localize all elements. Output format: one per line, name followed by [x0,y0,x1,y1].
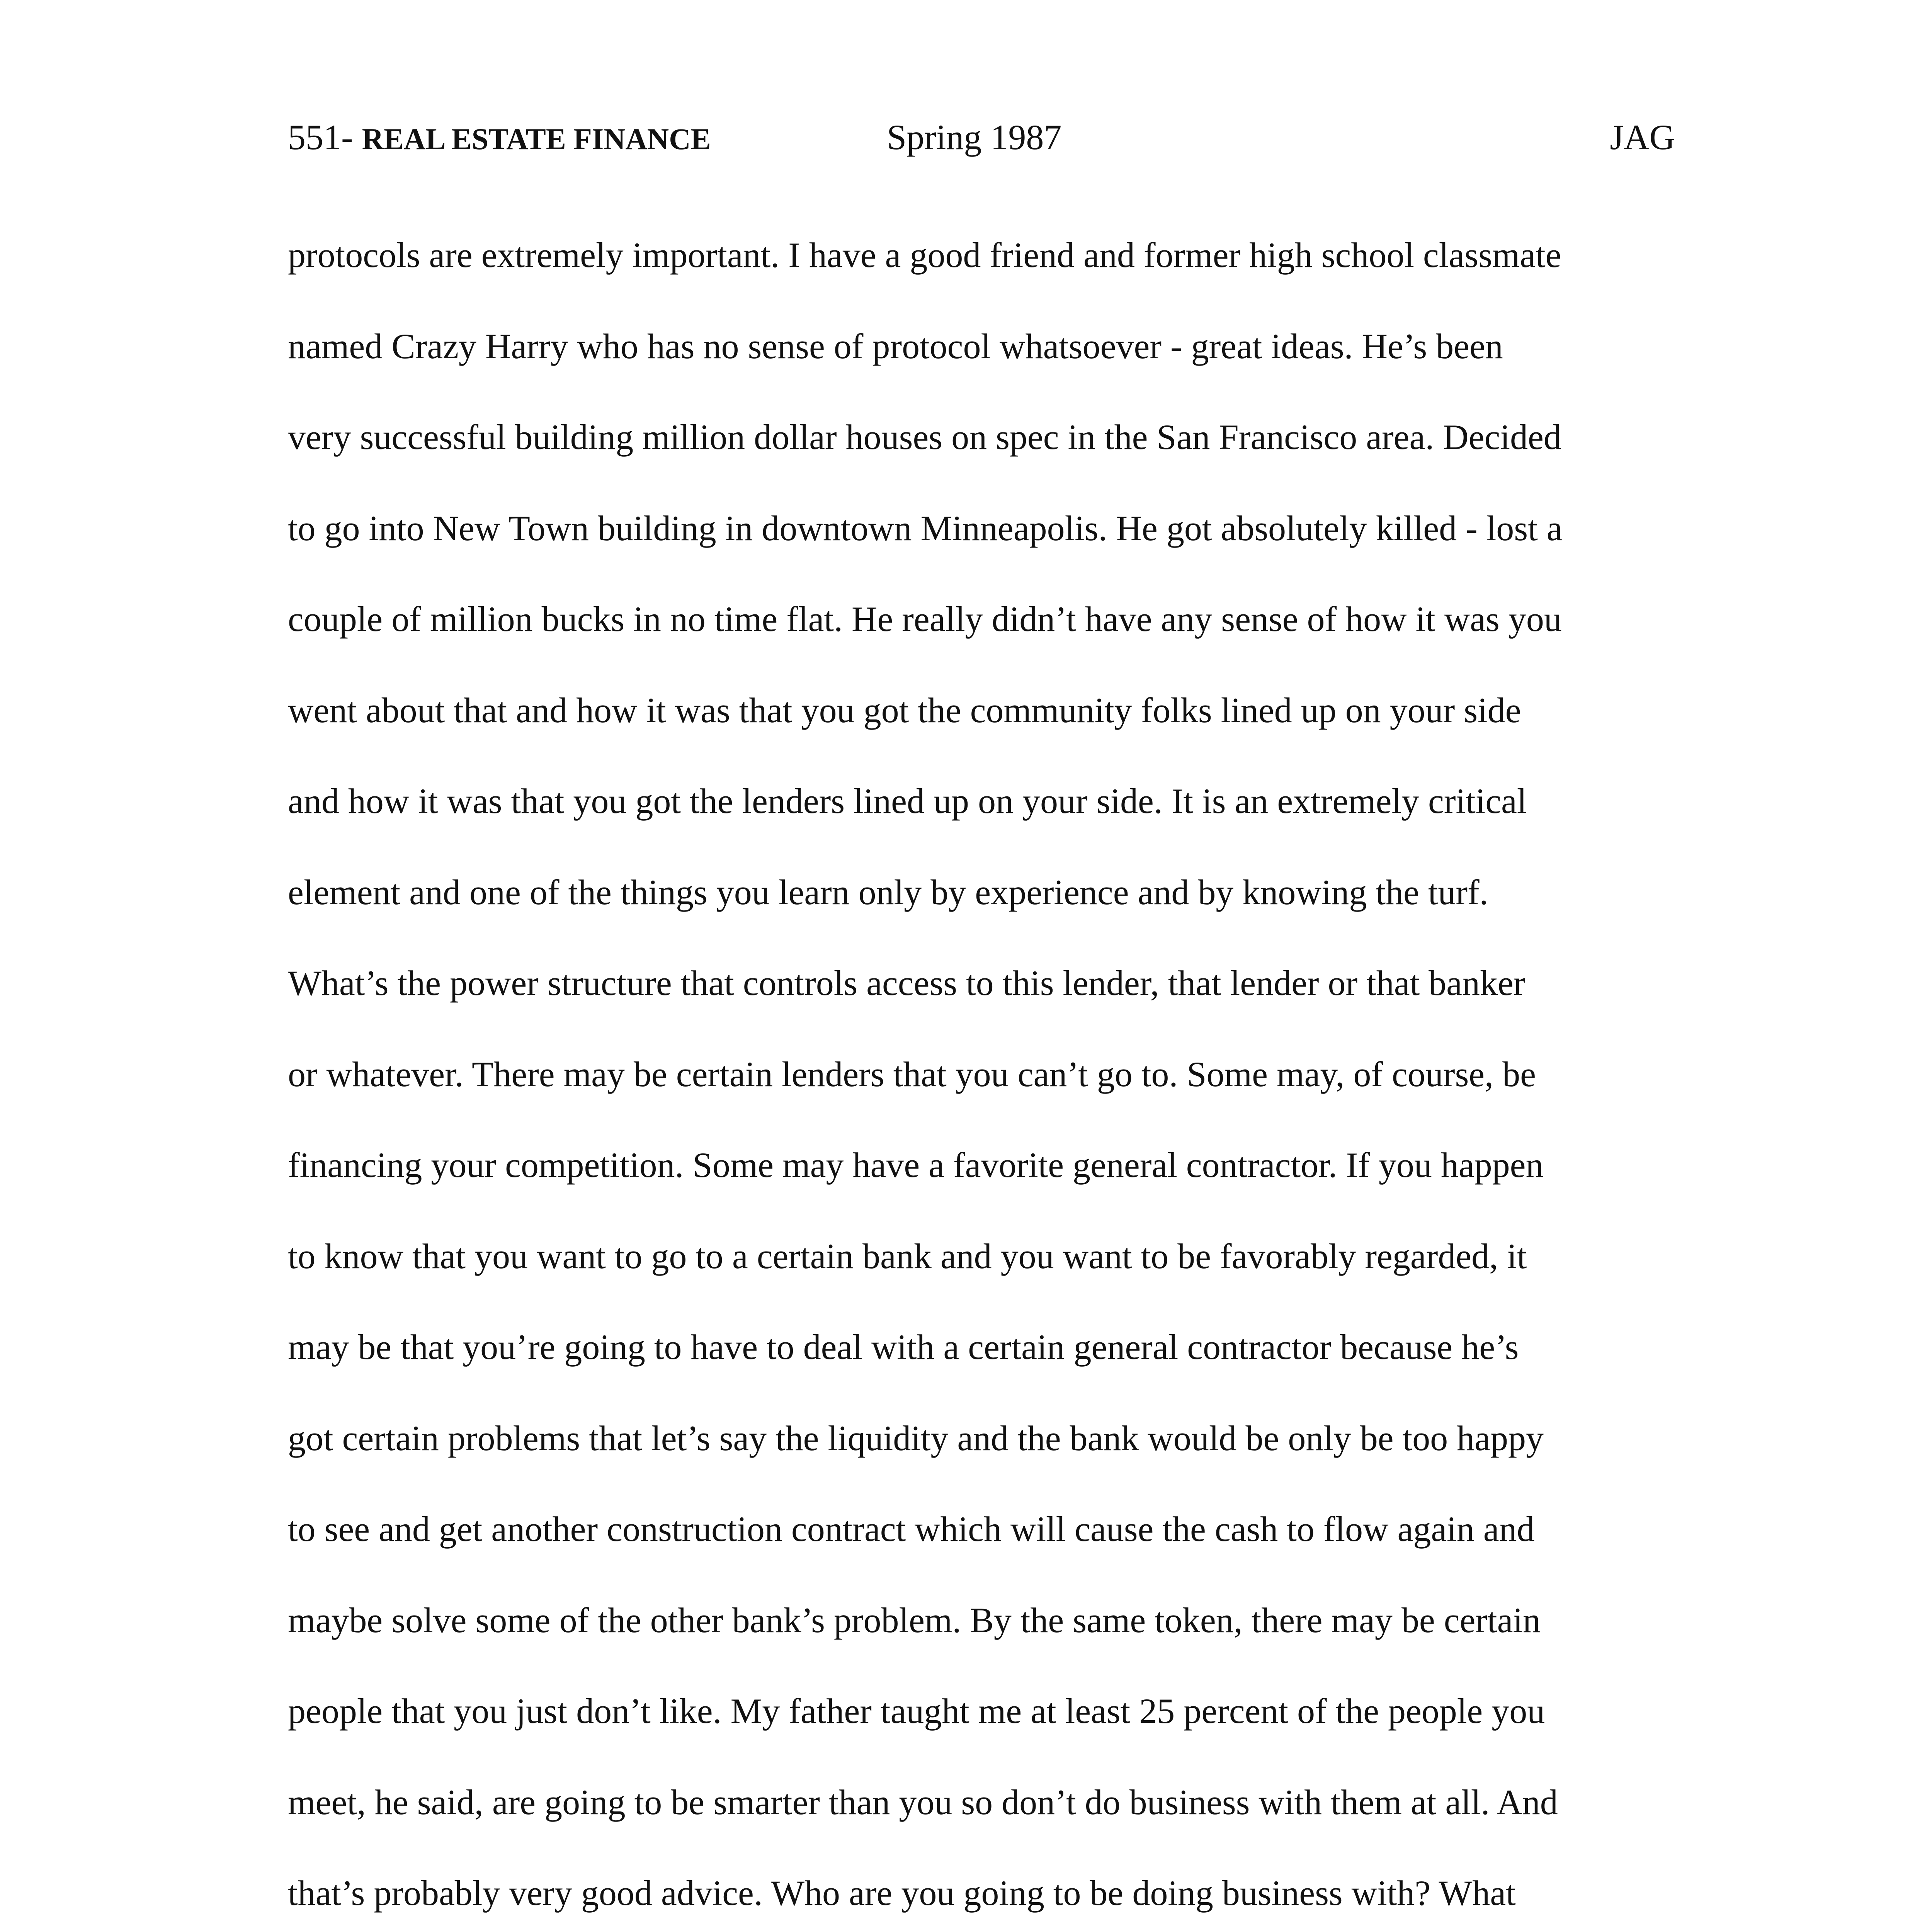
transcript-body [288,228,1687,1932]
text-line: named Crazy Harry who has no sense of protocol whatsoever - great ideas. He’s been [288,326,1503,366]
text-line: to know that you want to go to a certain bank and you want to be favorably regarded, it [288,1236,1527,1276]
text-line: or whatever. There may be certain lenders that you can’t go to. Some may, of course, be [288,1054,1536,1094]
text-line: protocols are extremely important. I have a good friend and former high school classmate [288,235,1561,275]
course-number: 551- [288,117,362,157]
text-line: very successful building million dollar houses on spec in the San Francisco area. Decided [288,417,1561,457]
course-heading [288,112,711,164]
text-line: and how it was that you got the lenders lined up on your side. It is an extremely critical [288,781,1527,821]
course-title: REAL ESTATE FINANCE [362,122,711,156]
text-line: What’s the power structure that controls access to this lender, that lender or that banker [288,963,1526,1003]
text-line: went about that and how it was that you got the community folks lined up on your side [288,690,1521,730]
course-term: Spring 1987 [887,117,1062,157]
text-line: financing your competition. Some may have a favorite general contractor. If you happen [288,1145,1544,1185]
text-line: maybe solve some of the other bank’s problem. By the same token, there may be certain [288,1600,1541,1640]
text-line: to see and get another construction contract which will cause the cash to flow again and [288,1509,1535,1549]
text-line: meet, he said, are going to be smarter than you so don’t do business with them at all. And [288,1782,1558,1822]
text-line: that’s probably very good advice. Who are you going to be doing business with? What [288,1873,1516,1913]
text-line: may be that you’re going to have to deal with a certain general contractor because he’s [288,1327,1519,1367]
text-line: couple of million bucks in no time flat. He really didn’t have any sense of how it was you [288,599,1562,639]
author-initials: JAG [1610,117,1675,157]
text-line: people that you just don’t like. My father taught me at least 25 percent of the people you [288,1691,1545,1731]
text-line: to go into New Town building in downtown Minneapolis. He got absolutely killed - lost a [288,508,1563,548]
page-header [288,112,1675,162]
text-line: got certain problems that let’s say the liquidity and the bank would be only be too happy [288,1418,1544,1458]
text-line: element and one of the things you learn only by experience and by knowing the turf. [288,872,1488,912]
